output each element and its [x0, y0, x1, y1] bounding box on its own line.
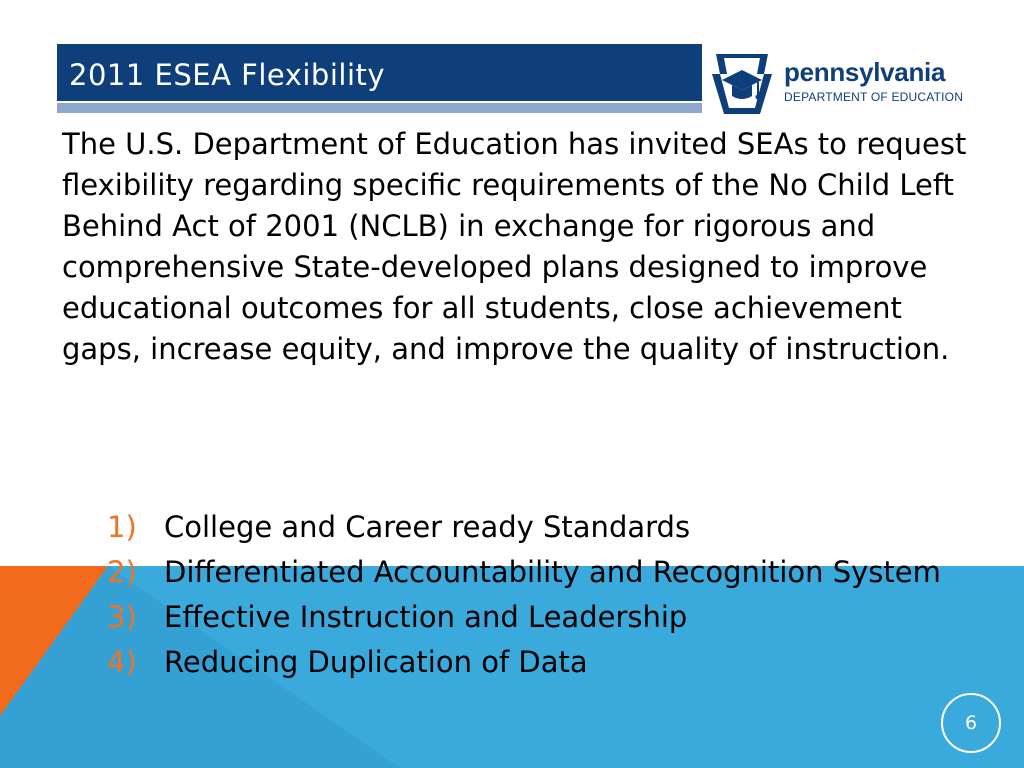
body-paragraph: The U.S. Department of Education has invited SEAs to request flexibility regarding specific requirements of the No Child Left Behind Act of 2001 (NCLB) in exchange for rigorous and comprehensive State-developed plans designed to improve educational outcomes for all students, close achievement gaps, increase equity, and improve the quality of instruction. [62, 127, 967, 366]
title-bar [57, 44, 702, 101]
slide-title: 2011 ESEA Flexibility [69, 58, 386, 92]
title-underline [57, 103, 702, 113]
list-text: Reducing Duplication of Data [164, 645, 588, 679]
list-number: 2) [107, 555, 137, 589]
list-text: Effective Instruction and Leadership [164, 600, 688, 634]
list-number: 4) [107, 645, 137, 679]
list-item [0, 553, 1000, 592]
list-item [0, 508, 1000, 547]
keystone-graduation-cap-icon [710, 50, 774, 116]
list-text: College and Career ready Standards [164, 510, 691, 544]
numbered-list [0, 508, 1000, 688]
logo-wordmark: pennsylvania [784, 57, 946, 87]
list-text: Differentiated Accountability and Recognition System [164, 555, 941, 589]
page-number: 6 [941, 693, 1001, 753]
list-number: 3) [107, 600, 137, 634]
list-number: 1) [107, 510, 137, 544]
logo-subtitle: DEPARTMENT OF EDUCATION [784, 90, 964, 104]
list-item [0, 643, 1000, 682]
list-item [0, 598, 1000, 637]
pde-logo [710, 48, 978, 116]
